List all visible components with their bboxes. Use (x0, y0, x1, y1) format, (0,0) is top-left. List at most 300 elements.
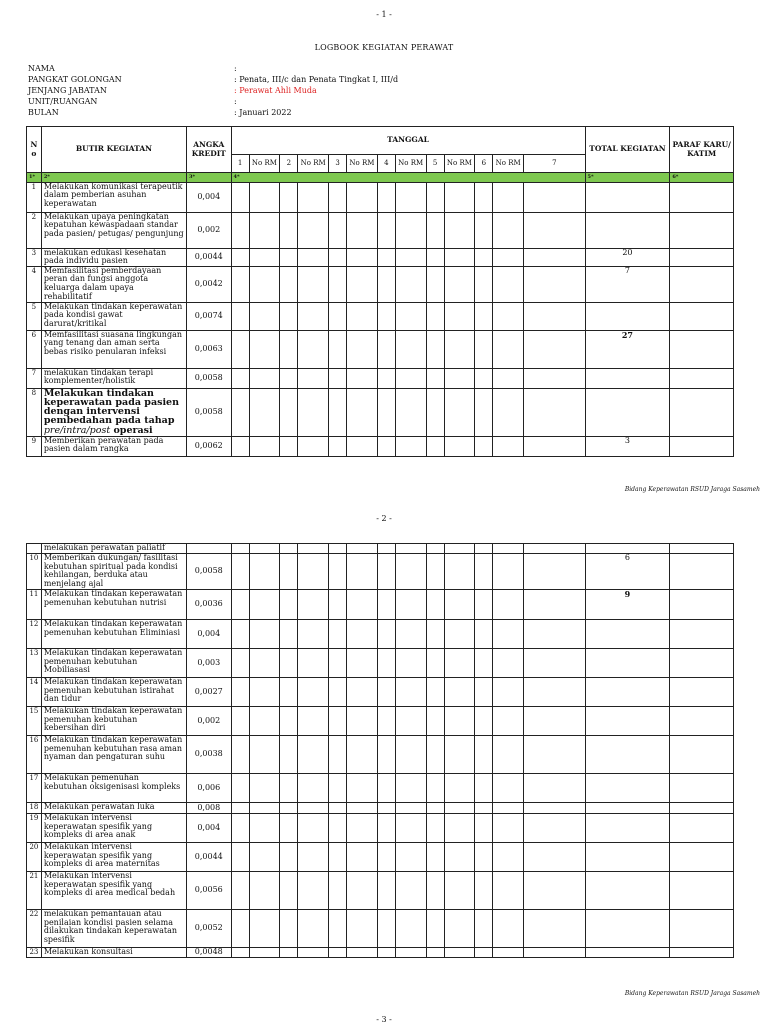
date-cell (395, 436, 426, 456)
date-cell (377, 774, 395, 803)
angka-kredit: 0,0063 (187, 330, 232, 368)
date-cell (231, 872, 249, 910)
activity-text: Melakukan upaya peningkatan kepatuhan kewaspadaan standar pada pasien/ petugas/ pengunjung (41, 212, 186, 248)
angka-kredit: 0,006 (187, 774, 232, 803)
total-kegiatan (585, 302, 670, 330)
date-cell (426, 368, 444, 388)
date-cell (426, 554, 444, 590)
table-row (27, 872, 734, 910)
paraf-cell (670, 388, 734, 436)
date-cell (280, 266, 298, 302)
date-cell (249, 649, 280, 678)
date-cell (377, 843, 395, 872)
date-cell (347, 707, 378, 736)
date-cell (329, 436, 347, 456)
table-row (27, 774, 734, 803)
date-cell (475, 736, 493, 774)
date-cell (426, 436, 444, 456)
date-cell (524, 590, 585, 620)
date-cell (280, 544, 298, 554)
date-cell (280, 803, 298, 814)
paraf-cell (670, 736, 734, 774)
date-cell (329, 554, 347, 590)
date-cell (493, 330, 524, 368)
date-cell (524, 803, 585, 814)
date-cell (493, 436, 524, 456)
date-cell (377, 736, 395, 774)
activity-text: Melakukan tindakan keperawatan pemenuhan kebutuhan istirahat dan tidur (41, 678, 186, 707)
date-cell (329, 814, 347, 843)
table-row (27, 948, 734, 958)
date-cell (475, 544, 493, 554)
angka-kredit: 0,003 (187, 649, 232, 678)
date-cell (249, 948, 280, 958)
total-kegiatan (585, 843, 670, 872)
date-cell (395, 266, 426, 302)
total-kegiatan: 6 (585, 554, 670, 590)
paraf-cell (670, 910, 734, 948)
date-cell (249, 707, 280, 736)
angka-kredit: 0,0038 (187, 736, 232, 774)
date-cell (347, 649, 378, 678)
date-cell (249, 774, 280, 803)
activity-text: Melakukan tindakan keperawatan pada kondisi gawat darurat/kritikal (41, 302, 186, 330)
table-row (27, 182, 734, 212)
date-column-label: 6 (475, 155, 493, 173)
date-cell (329, 590, 347, 620)
total-kegiatan: 9 (585, 590, 670, 620)
date-cell (329, 182, 347, 212)
date-cell (249, 910, 280, 948)
date-cell (298, 803, 329, 814)
date-cell (280, 554, 298, 590)
header-angka-kredit: ANGKA KREDIT (187, 127, 232, 173)
date-cell (395, 872, 426, 910)
date-cell (444, 872, 475, 910)
date-cell (524, 774, 585, 803)
date-column-label: 1 (231, 155, 249, 173)
date-cell (329, 620, 347, 649)
date-cell (231, 774, 249, 803)
date-cell (444, 182, 475, 212)
angka-kredit: 0,0056 (187, 872, 232, 910)
date-cell (377, 707, 395, 736)
date-cell (347, 266, 378, 302)
date-cell (493, 910, 524, 948)
date-cell (475, 948, 493, 958)
date-cell (347, 212, 378, 248)
date-cell (395, 554, 426, 590)
date-cell (444, 212, 475, 248)
document-title: LOGBOOK KEGIATAN PERAWAT (314, 43, 454, 52)
table-row (27, 910, 734, 948)
date-cell (377, 554, 395, 590)
row-number: 22 (27, 910, 42, 948)
date-cell (377, 266, 395, 302)
date-cell (475, 266, 493, 302)
row-number: 20 (27, 843, 42, 872)
date-column-label: No RM (493, 155, 524, 173)
date-cell (377, 872, 395, 910)
date-cell (249, 436, 280, 456)
date-cell (377, 302, 395, 330)
paraf-cell (670, 843, 734, 872)
date-cell (493, 774, 524, 803)
date-cell (395, 182, 426, 212)
info-label: NAMA (28, 64, 55, 73)
date-cell (347, 620, 378, 649)
info-label: UNIT/RUANGAN (28, 97, 98, 106)
date-cell (444, 814, 475, 843)
date-cell (395, 330, 426, 368)
date-cell (347, 182, 378, 212)
date-cell (249, 182, 280, 212)
activity-text (41, 388, 186, 436)
total-kegiatan (585, 620, 670, 649)
row-number: 17 (27, 774, 42, 803)
activity-text: melakukan perawatan paliatif (41, 544, 186, 554)
row-number: 18 (27, 803, 42, 814)
date-cell (444, 388, 475, 436)
activity-text: Melakukan intervensi keperawatan spesifik yang kompleks di area medical bedah (41, 872, 186, 910)
activity-text: Melakukan tindakan keperawatan pemenuhan kebutuhan rasa aman nyaman dan pengaturan suhu (41, 736, 186, 774)
date-cell (347, 248, 378, 266)
total-kegiatan (585, 388, 670, 436)
date-cell (524, 248, 586, 266)
activity-text: Melakukan tindakan keperawatan pemenuhan kebutuhan Mobiliasasi (41, 649, 186, 678)
date-cell (231, 182, 249, 212)
date-cell (329, 910, 347, 948)
date-column-label: No RM (249, 155, 280, 173)
date-cell (426, 302, 444, 330)
date-cell (231, 388, 249, 436)
date-cell (231, 212, 249, 248)
page-number-3: - 3 - (376, 1015, 392, 1024)
date-cell (377, 212, 395, 248)
angka-kredit: 0,008 (187, 803, 232, 814)
date-cell (377, 803, 395, 814)
date-cell (493, 368, 524, 388)
paraf-cell (670, 803, 734, 814)
date-cell (280, 436, 298, 456)
paraf-cell (670, 948, 734, 958)
activity-text: Melakukan komunikasi terapeutik dalam pemberian asuhan keperawatan (41, 182, 186, 212)
date-cell (298, 649, 329, 678)
date-cell (249, 266, 280, 302)
date-cell (298, 678, 329, 707)
date-cell (524, 814, 585, 843)
date-cell (280, 330, 298, 368)
date-cell (347, 774, 378, 803)
total-kegiatan: 3 (585, 436, 670, 456)
date-cell (377, 910, 395, 948)
paraf-cell (670, 330, 734, 368)
date-cell (493, 302, 524, 330)
date-cell (347, 910, 378, 948)
angka-kredit: 0,0052 (187, 910, 232, 948)
date-cell (329, 302, 347, 330)
date-column-label: No RM (298, 155, 329, 173)
date-cell (347, 948, 378, 958)
date-cell (377, 436, 395, 456)
header-row (27, 127, 734, 155)
date-cell (444, 248, 475, 266)
date-cell (444, 590, 475, 620)
logbook-table-page-2 (26, 543, 734, 958)
total-kegiatan: 27 (585, 330, 670, 368)
activity-text: Memfasilitasi pemberdayaan peran dan fungsi anggota keluarga dalam upaya rehabilitatif (41, 266, 186, 302)
info-row (28, 107, 398, 118)
date-cell (493, 554, 524, 590)
date-cell (298, 302, 329, 330)
date-cell (231, 736, 249, 774)
date-cell (444, 774, 475, 803)
date-cell (280, 948, 298, 958)
date-cell (347, 803, 378, 814)
date-cell (280, 368, 298, 388)
activity-text: Melakukan tindakan keperawatan pemenuhan kebutuhan Eliminiasi (41, 620, 186, 649)
angka-kredit: 0,0048 (187, 948, 232, 958)
column-index: 6* (670, 173, 734, 183)
date-cell (231, 368, 249, 388)
date-cell (524, 436, 586, 456)
date-cell (493, 678, 524, 707)
date-cell (493, 843, 524, 872)
date-column-label: 7 (524, 155, 586, 173)
date-cell (231, 707, 249, 736)
date-column-label: 3 (329, 155, 347, 173)
date-cell (444, 707, 475, 736)
date-cell (377, 544, 395, 554)
activity-text: Memberikan dukungan/ fasilitasi kebutuhan spiritual pada kondisi kehilangan, berduka atau menjelang ajal (41, 554, 186, 590)
date-cell (444, 620, 475, 649)
page-number-2: - 2 - (376, 514, 392, 523)
date-cell (329, 872, 347, 910)
date-cell (444, 649, 475, 678)
date-cell (231, 590, 249, 620)
date-cell (395, 368, 426, 388)
date-cell (249, 678, 280, 707)
date-cell (426, 620, 444, 649)
date-cell (426, 872, 444, 910)
total-kegiatan (585, 803, 670, 814)
date-cell (493, 266, 524, 302)
date-cell (444, 554, 475, 590)
date-cell (524, 910, 585, 948)
date-cell (426, 212, 444, 248)
angka-kredit: 0,0074 (187, 302, 232, 330)
row-number: 19 (27, 814, 42, 843)
date-cell (444, 436, 475, 456)
info-row (28, 96, 398, 107)
date-cell (249, 814, 280, 843)
row-number: 7 (27, 368, 42, 388)
date-cell (280, 814, 298, 843)
date-cell (475, 872, 493, 910)
date-cell (298, 248, 329, 266)
logbook-table-page-1 (26, 126, 734, 457)
date-cell (426, 330, 444, 368)
date-cell (298, 436, 329, 456)
date-cell (426, 803, 444, 814)
date-cell (298, 774, 329, 803)
date-cell (426, 649, 444, 678)
date-column-label: 4 (377, 155, 395, 173)
date-cell (524, 388, 586, 436)
date-cell (475, 620, 493, 649)
info-value: : (234, 97, 237, 106)
date-cell (280, 774, 298, 803)
angka-kredit: 0,004 (187, 620, 232, 649)
paraf-cell (670, 212, 734, 248)
date-cell (347, 590, 378, 620)
date-cell (231, 910, 249, 948)
table-row (27, 843, 734, 872)
angka-kredit: 0,0062 (187, 436, 232, 456)
date-column-label: No RM (395, 155, 426, 173)
date-cell (231, 436, 249, 456)
date-column-label: No RM (347, 155, 378, 173)
date-cell (493, 544, 524, 554)
date-cell (280, 649, 298, 678)
angka-kredit: 0,002 (187, 212, 232, 248)
paraf-cell (670, 302, 734, 330)
total-kegiatan (585, 649, 670, 678)
date-cell (280, 707, 298, 736)
info-value: : (234, 64, 237, 73)
total-kegiatan (585, 678, 670, 707)
total-kegiatan (585, 948, 670, 958)
angka-kredit: 0,004 (187, 182, 232, 212)
total-kegiatan (585, 182, 670, 212)
date-cell (426, 590, 444, 620)
date-cell (377, 330, 395, 368)
total-kegiatan: 7 (585, 266, 670, 302)
row-number: 16 (27, 736, 42, 774)
paraf-cell (670, 590, 734, 620)
date-cell (329, 368, 347, 388)
column-index: 5* (585, 173, 670, 183)
column-index: 4* (231, 173, 585, 183)
row-number: 10 (27, 554, 42, 590)
activity-text: Melakukan perawatan luka (41, 803, 186, 814)
date-cell (444, 678, 475, 707)
table-row (27, 803, 734, 814)
paraf-cell (670, 182, 734, 212)
angka-kredit: 0,0042 (187, 266, 232, 302)
angka-kredit: 0,0036 (187, 590, 232, 620)
date-cell (493, 590, 524, 620)
table-row (27, 814, 734, 843)
table-row (27, 649, 734, 678)
date-cell (347, 330, 378, 368)
date-cell (524, 212, 586, 248)
info-row (28, 85, 398, 96)
header-tanggal: TANGGAL (231, 127, 585, 155)
date-cell (444, 368, 475, 388)
angka-kredit: 0,0027 (187, 678, 232, 707)
date-cell (493, 620, 524, 649)
date-cell (493, 248, 524, 266)
table-row (27, 620, 734, 649)
date-cell (524, 843, 585, 872)
paraf-cell (670, 774, 734, 803)
date-cell (347, 436, 378, 456)
date-cell (377, 649, 395, 678)
date-cell (298, 814, 329, 843)
paraf-cell (670, 554, 734, 590)
date-cell (524, 266, 586, 302)
date-cell (426, 678, 444, 707)
date-cell (329, 736, 347, 774)
row-number: 11 (27, 590, 42, 620)
row-number (27, 544, 42, 554)
row-number: 23 (27, 948, 42, 958)
table-row (27, 212, 734, 248)
total-kegiatan (585, 368, 670, 388)
activity-text: melakukan pemantauan atau penilaian kondisi pasien selama dilakukan tindakan keperawatan spesifik (41, 910, 186, 948)
date-cell (280, 302, 298, 330)
date-cell (524, 620, 585, 649)
date-cell (298, 736, 329, 774)
date-cell (444, 330, 475, 368)
date-cell (493, 707, 524, 736)
date-cell (329, 803, 347, 814)
date-cell (395, 302, 426, 330)
date-cell (493, 649, 524, 678)
date-cell (475, 388, 493, 436)
date-cell (231, 620, 249, 649)
date-cell (231, 544, 249, 554)
row-number: 9 (27, 436, 42, 456)
date-cell (280, 182, 298, 212)
date-cell (280, 590, 298, 620)
date-cell (524, 554, 585, 590)
date-cell (347, 302, 378, 330)
angka-kredit: 0,0044 (187, 843, 232, 872)
paraf-cell (670, 368, 734, 388)
total-kegiatan: 20 (585, 248, 670, 266)
date-cell (493, 948, 524, 958)
date-cell (524, 948, 585, 958)
date-cell (347, 736, 378, 774)
date-cell (493, 814, 524, 843)
table-row (27, 266, 734, 302)
date-cell (249, 302, 280, 330)
date-cell (395, 590, 426, 620)
date-cell (475, 803, 493, 814)
header-paraf: PARAF KARU/ KATIM (670, 127, 734, 173)
activity-text: Memberikan perawatan pada pasien dalam rangka (41, 436, 186, 456)
table-row (27, 388, 734, 436)
date-cell (395, 544, 426, 554)
paraf-cell (670, 814, 734, 843)
total-kegiatan (585, 872, 670, 910)
date-cell (395, 388, 426, 436)
footer-text-1: Bidang Keperawatan RSUD Jaraga Sasameh (624, 486, 760, 493)
date-cell (493, 872, 524, 910)
row-number: 4 (27, 266, 42, 302)
date-cell (329, 248, 347, 266)
date-cell (475, 678, 493, 707)
date-cell (298, 182, 329, 212)
date-cell (493, 212, 524, 248)
date-cell (395, 910, 426, 948)
page-number-1: - 1 - (376, 10, 392, 19)
date-cell (475, 774, 493, 803)
angka-kredit: 0,0058 (187, 368, 232, 388)
paraf-cell (670, 436, 734, 456)
